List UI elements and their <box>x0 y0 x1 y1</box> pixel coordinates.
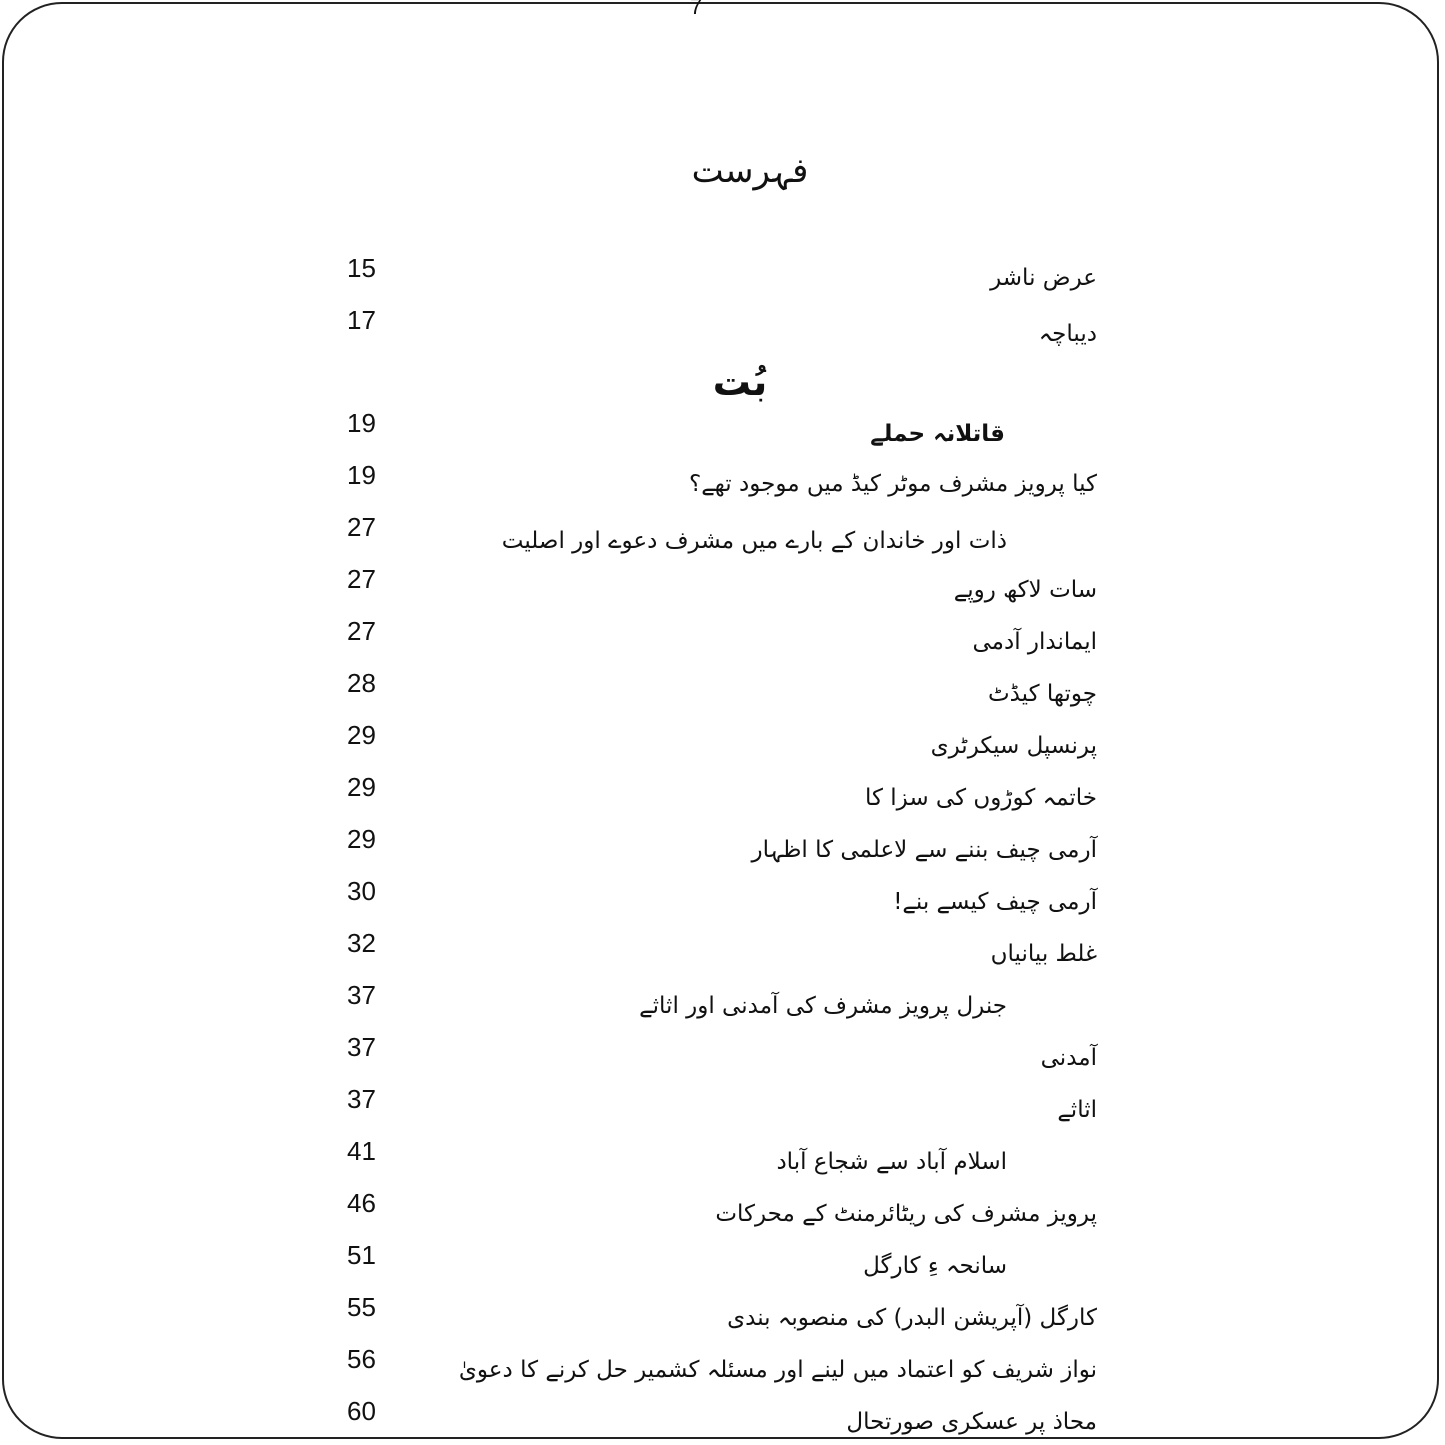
toc-entry: غلط بیانیاں <box>990 941 1097 967</box>
toc-entry: محاذ پر عسکری صورتحال <box>846 1409 1097 1435</box>
toc-entry: جنرل پرویز مشرف کی آمدنی اور اثاثے <box>639 993 1007 1019</box>
toc-entry: دیباچہ <box>1038 321 1097 347</box>
page-title: فہرست <box>691 151 809 191</box>
section-heading: بُت <box>712 360 768 404</box>
toc-entry: پرویز مشرف کی ریٹائرمنٹ کے محرکات <box>715 1201 1097 1227</box>
toc-entry: ذات اور خاندان کے بارے میں مشرف دعوے اور اصلیت <box>501 528 1007 554</box>
toc-page-number: 60 <box>347 1396 376 1426</box>
toc-page-number: 56 <box>347 1344 376 1374</box>
toc-entry: کیا پرویز مشرف موٹر کیڈ میں موجود تھے؟ <box>689 471 1097 497</box>
toc-page-number: 55 <box>347 1292 376 1322</box>
toc-entry: سانحہ ءِ کارگل <box>863 1253 1007 1279</box>
toc-page-number: 27 <box>347 564 376 594</box>
toc-entry: قاتلانہ حملے <box>870 421 1005 447</box>
toc-page-number: 29 <box>347 720 376 750</box>
toc-page-number: 41 <box>347 1136 376 1166</box>
toc-page-number: 29 <box>347 772 376 802</box>
toc-entry: ایماندار آدمی <box>972 629 1097 655</box>
toc-page-number: 29 <box>347 824 376 854</box>
toc-page-number: 28 <box>347 668 376 698</box>
toc-page-number: 30 <box>347 876 376 906</box>
toc-entry: نواز شریف کو اعتماد میں لینے اور مسئلہ کشمیر حل کرنے کا دعویٰ <box>458 1357 1097 1383</box>
toc-page-number: 37 <box>347 1084 376 1114</box>
toc-entry: اثاثے <box>1057 1097 1097 1123</box>
toc-page-number: 46 <box>347 1188 376 1218</box>
toc-entry: آمدنی <box>1040 1045 1097 1071</box>
toc-entry: عرض ناشر <box>990 265 1097 291</box>
toc-page-number: 19 <box>347 460 376 490</box>
toc-entry: اسلام آباد سے شجاع آباد <box>776 1149 1007 1175</box>
toc-entry: خاتمہ کوڑوں کی سزا کا <box>864 785 1097 811</box>
toc-entry: سات لاکھ روپے <box>953 577 1097 603</box>
toc-page-number: 17 <box>347 305 376 335</box>
page-number: 7 <box>690 0 703 19</box>
toc-page-number: 27 <box>347 616 376 646</box>
toc-page-number: 32 <box>347 928 376 958</box>
toc-entry: پرنسپل سیکرٹری <box>930 733 1097 759</box>
toc-entry: آرمی چیف بننے سے لاعلمی کا اظہار <box>751 837 1097 863</box>
toc-page-number: 37 <box>347 1032 376 1062</box>
toc-page-number: 51 <box>347 1240 376 1270</box>
toc-page-number: 37 <box>347 980 376 1010</box>
toc-page-number: 19 <box>347 408 376 438</box>
toc-entry: کارگل (آپریشن البدر) کی منصوبہ بندی <box>727 1305 1097 1331</box>
toc-entry: آرمی چیف کیسے بنے! <box>893 889 1097 915</box>
toc-entry: چوتھا کیڈٹ <box>987 681 1097 707</box>
toc-page-number: 15 <box>347 253 376 283</box>
toc-page-number: 27 <box>347 512 376 542</box>
